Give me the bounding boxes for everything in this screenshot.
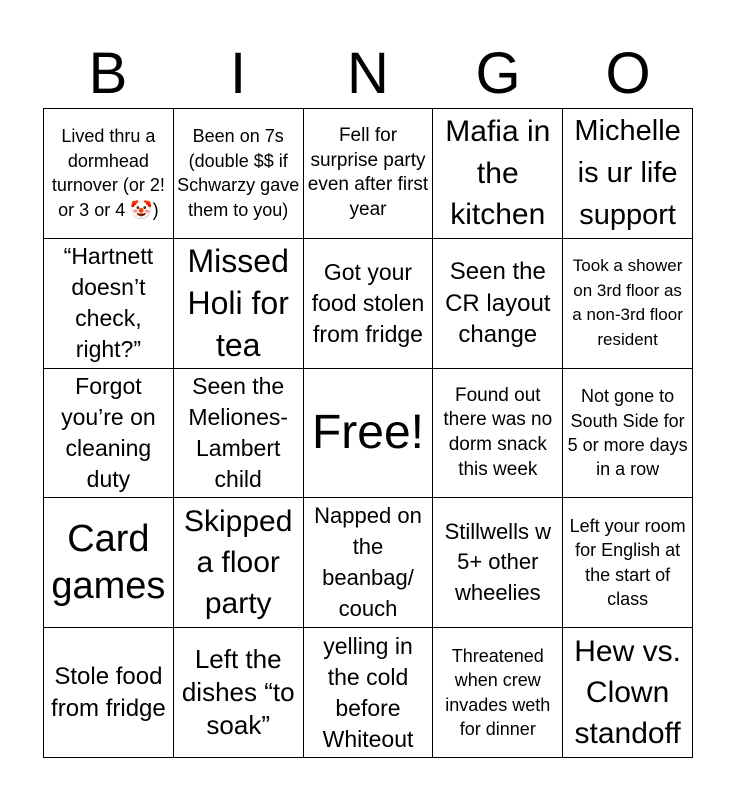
cell-text: Threatened when crew invades weth for dinner bbox=[445, 645, 551, 740]
cell-text: Forgot you’re on cleaning duty bbox=[61, 372, 156, 493]
header-letter-o: O bbox=[605, 41, 651, 106]
cell-text: Missed Holi for tea bbox=[187, 242, 289, 364]
bingo-cell-r1c2[interactable] bbox=[174, 109, 304, 239]
cell-text: “Hartnett doesn’t check, right?” bbox=[63, 243, 154, 363]
bingo-cell-r3c1[interactable] bbox=[44, 369, 174, 499]
bingo-cell-r1c3[interactable] bbox=[304, 109, 434, 239]
cell-text: Napped on the beanbag/ couch bbox=[314, 503, 422, 621]
bingo-cell-r1c1[interactable] bbox=[44, 109, 174, 239]
bingo-cell-r1c4[interactable] bbox=[433, 109, 563, 239]
header-letter-b: B bbox=[88, 41, 128, 106]
bingo-cell-r2c1[interactable] bbox=[44, 239, 174, 369]
bingo-cell-r5c2[interactable] bbox=[174, 628, 304, 758]
bingo-cell-r4c2[interactable] bbox=[174, 498, 304, 628]
bingo-cell-r4c4[interactable] bbox=[433, 498, 563, 628]
cell-text: Took a shower on 3rd floor as a non-3rd floor resident bbox=[572, 255, 683, 349]
cell-text: Got your food stolen from fridge bbox=[311, 258, 425, 347]
cell-text: Stillwells w 5+ other wheelies bbox=[444, 518, 551, 606]
bingo-cell-r1c5[interactable] bbox=[563, 109, 693, 239]
cell-text: yelling in the cold before Whiteout bbox=[322, 632, 414, 752]
bingo-cell-r5c1[interactable] bbox=[44, 628, 174, 758]
cell-text: Found out there was no dorm snack this week bbox=[443, 384, 553, 480]
cell-text: Been on 7s (double $$ if Schwarzy gave them to you) bbox=[177, 126, 300, 220]
bingo-cell-r5c4[interactable] bbox=[433, 628, 563, 758]
bingo-cell-r4c3[interactable] bbox=[304, 498, 434, 628]
cell-text: Stole food from fridge bbox=[51, 663, 166, 722]
bingo-cell-r5c5[interactable] bbox=[563, 628, 693, 758]
bingo-cell-r4c5[interactable] bbox=[563, 498, 693, 628]
cell-text: Skipped a floor party bbox=[183, 504, 293, 621]
cell-text: Fell for surprise party even after first year bbox=[307, 125, 429, 221]
bingo-cell-r4c1[interactable] bbox=[44, 498, 174, 628]
cell-text: Card games bbox=[51, 518, 166, 607]
bingo-cell-r2c4[interactable] bbox=[433, 239, 563, 369]
bingo-cell-r2c3[interactable] bbox=[304, 239, 434, 369]
cell-text: Michelle is ur life support bbox=[574, 115, 681, 232]
cell-text: Left your room for English at the start of class bbox=[569, 515, 686, 610]
bingo-cell-r2c5[interactable] bbox=[563, 239, 693, 369]
cell-text: Lived thru a dormhead turnover (or 2! or 3 or 4 🤡) bbox=[51, 126, 165, 220]
cell-text: Free! bbox=[311, 405, 424, 459]
bingo-cell-r3c2[interactable] bbox=[174, 369, 304, 499]
bingo-cell-free[interactable] bbox=[304, 369, 434, 499]
cell-text: Seen the CR layout change bbox=[445, 258, 551, 348]
bingo-board bbox=[43, 108, 693, 758]
bingo-header bbox=[43, 40, 693, 108]
bingo-cell-r3c4[interactable] bbox=[433, 369, 563, 499]
header-letter-n: N bbox=[347, 41, 389, 106]
cell-text: Left the dishes “to soak” bbox=[181, 643, 295, 741]
cell-text: Hew vs. Clown standoff bbox=[574, 634, 681, 751]
cell-text: Mafia in the kitchen bbox=[445, 115, 551, 232]
cell-text: Seen the Meliones-Lambert child bbox=[188, 372, 289, 493]
bingo-cell-r5c3[interactable] bbox=[304, 628, 434, 758]
bingo-cell-r2c2[interactable] bbox=[174, 239, 304, 369]
cell-text: Not gone to South Side for 5 or more days in a row bbox=[567, 386, 688, 480]
header-letter-i: I bbox=[229, 41, 247, 106]
header-letter-g: G bbox=[475, 41, 521, 106]
bingo-cell-r3c5[interactable] bbox=[563, 369, 693, 499]
